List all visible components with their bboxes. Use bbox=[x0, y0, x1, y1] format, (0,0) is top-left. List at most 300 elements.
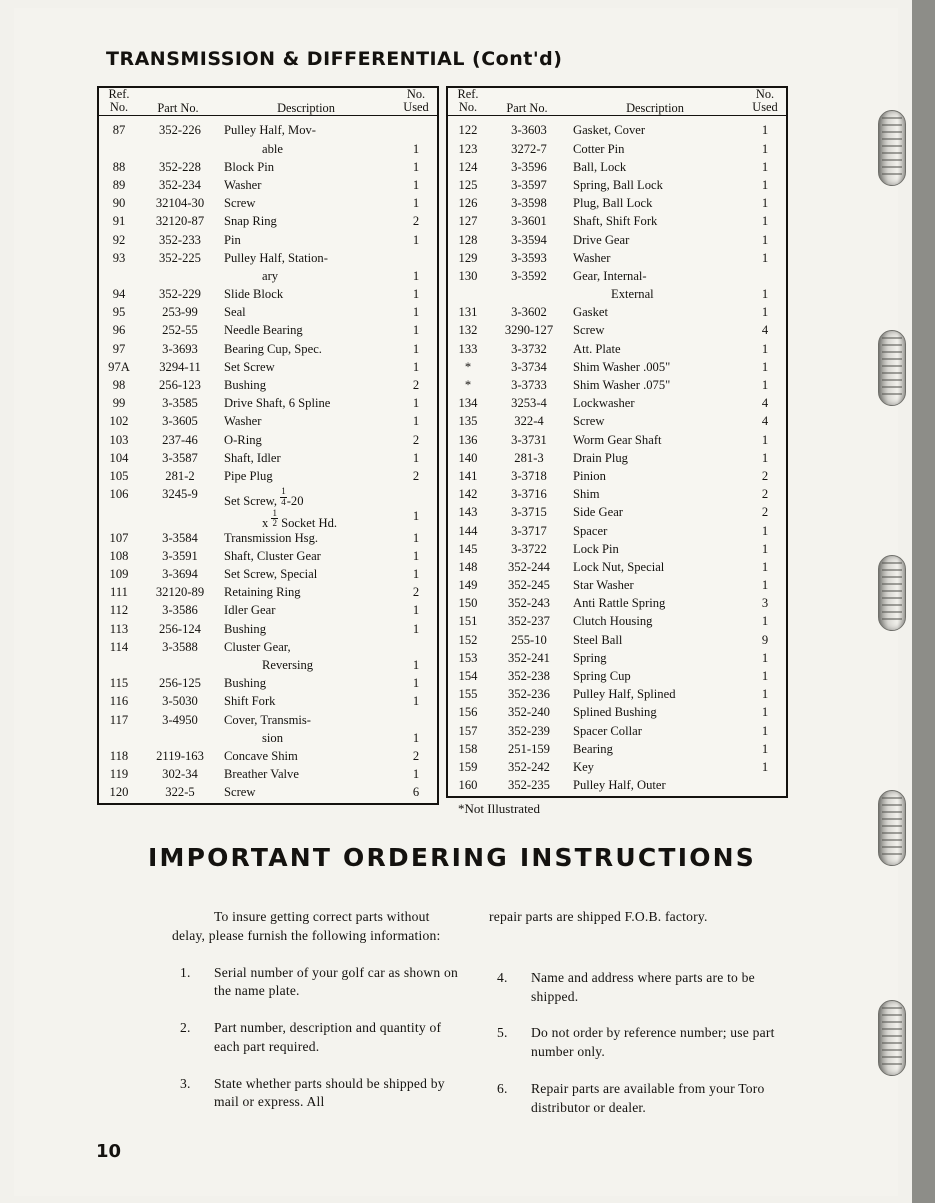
cell-part-no: 3-3603 bbox=[511, 123, 547, 138]
cell-ref-no: 97A bbox=[108, 359, 130, 374]
cell-part-no: 3272-7 bbox=[511, 141, 547, 156]
table-spacer-row bbox=[99, 116, 437, 124]
cell-description: Block Pin bbox=[224, 159, 275, 174]
cell-part-no bbox=[139, 509, 217, 531]
cell-ref-no: 96 bbox=[112, 323, 126, 338]
cell-description: Side Gear bbox=[573, 505, 624, 520]
cell-ref-no: 109 bbox=[109, 567, 129, 582]
instruction-number: 3. bbox=[180, 1075, 191, 1091]
cell-no-used: 1 bbox=[412, 359, 420, 374]
cell-ref-no: 115 bbox=[109, 676, 129, 691]
column-header-ref: Ref. No. bbox=[99, 88, 139, 116]
table-row bbox=[99, 414, 437, 432]
cell-description: Pinion bbox=[573, 468, 606, 483]
cell-no-used: 1 bbox=[761, 359, 769, 374]
cell-ref-no: 88 bbox=[112, 159, 126, 174]
table-header-row bbox=[448, 88, 786, 116]
table-row bbox=[448, 160, 786, 178]
cell-part-no: 352-237 bbox=[508, 614, 550, 629]
cell-description: Spring Cup bbox=[573, 669, 631, 684]
cell-ref-no: 113 bbox=[109, 621, 129, 636]
cell-no-used: 1 bbox=[761, 723, 769, 738]
cell-description: Retaining Ring bbox=[224, 585, 301, 600]
cell-no-used: 1 bbox=[761, 305, 769, 320]
cell-description: Pulley Half, Station- bbox=[224, 250, 328, 265]
cell-description: Washer bbox=[573, 250, 611, 265]
cell-no-used: 1 bbox=[412, 341, 420, 356]
table-row bbox=[448, 687, 786, 705]
cell-ref-no: 127 bbox=[458, 214, 478, 229]
cell-ref-no: 134 bbox=[458, 396, 478, 411]
cell-ref-no: 151 bbox=[458, 614, 478, 629]
cell-no-used bbox=[395, 640, 437, 658]
cell-ref-no: 144 bbox=[458, 523, 478, 538]
cell-description: x $\frac{1}{2}$ Socket Hd. bbox=[262, 507, 338, 531]
cell-part-no: 352-245 bbox=[508, 578, 550, 593]
cell-no-used: 1 bbox=[412, 508, 420, 523]
cell-part-no bbox=[139, 269, 217, 287]
cell-part-no: 3290-127 bbox=[504, 323, 554, 338]
cell-description: External bbox=[611, 287, 654, 302]
cell-description: Screw bbox=[573, 414, 605, 429]
table-row bbox=[99, 214, 437, 232]
cell-no-used: 1 bbox=[412, 603, 420, 618]
cell-no-used: 1 bbox=[761, 687, 769, 702]
cell-no-used: 1 bbox=[412, 196, 420, 211]
table-row bbox=[99, 767, 437, 785]
instruction-text: State whether parts should be shipped by mail or express. All bbox=[214, 1075, 445, 1110]
cell-part-no: 32120-87 bbox=[155, 214, 205, 229]
cell-no-used: 1 bbox=[412, 287, 420, 302]
cell-part-no: 3-3585 bbox=[162, 396, 198, 411]
cell-no-used: 1 bbox=[412, 232, 420, 247]
cell-no-used: 1 bbox=[761, 614, 769, 629]
cell-part-no: 32104-30 bbox=[155, 196, 205, 211]
cell-part-no: 3-3734 bbox=[511, 359, 547, 374]
cell-description: Spring bbox=[573, 650, 607, 665]
cell-description: Screw bbox=[224, 196, 256, 211]
cell-ref-no: 124 bbox=[458, 159, 478, 174]
cell-ref-no: 91 bbox=[112, 214, 126, 229]
cell-no-used: 1 bbox=[761, 287, 769, 302]
cell-description: Pulley Half, Splined bbox=[573, 687, 676, 702]
cell-no-used: 1 bbox=[761, 559, 769, 574]
instructions-intro: To insure getting correct parts without delay, please furnish the following information: bbox=[172, 909, 441, 943]
cell-part-no: 3-3733 bbox=[511, 378, 547, 393]
table-row bbox=[99, 269, 437, 287]
cell-no-used: 1 bbox=[412, 694, 420, 709]
cell-description: Drain Plug bbox=[573, 450, 628, 465]
cell-part-no: 3-3592 bbox=[511, 268, 547, 283]
cell-no-used: 1 bbox=[412, 730, 420, 745]
cell-ref-no: 116 bbox=[109, 694, 129, 709]
cell-ref-no bbox=[99, 509, 139, 531]
table-row bbox=[448, 451, 786, 469]
cell-ref-no: 117 bbox=[109, 712, 129, 727]
cell-part-no: 352-241 bbox=[508, 650, 550, 665]
table-row bbox=[448, 487, 786, 505]
cell-ref-no: 89 bbox=[112, 177, 126, 192]
cell-ref-no: 154 bbox=[458, 669, 478, 684]
cell-description: ary bbox=[262, 268, 279, 283]
cell-ref-no: 140 bbox=[458, 450, 478, 465]
parts-table-left bbox=[97, 86, 439, 805]
cell-part-no: 3-3694 bbox=[162, 567, 198, 582]
cell-ref-no: 119 bbox=[109, 767, 129, 782]
cell-ref-no: 122 bbox=[458, 123, 478, 138]
cell-part-no bbox=[139, 142, 217, 160]
cell-no-used: 1 bbox=[761, 141, 769, 156]
cell-description: Steel Ball bbox=[573, 632, 623, 647]
table-row bbox=[448, 323, 786, 341]
cell-ref-no: 135 bbox=[458, 414, 478, 429]
table-row bbox=[448, 578, 786, 596]
cell-description: Shim Washer .005" bbox=[573, 359, 671, 374]
cell-description: Shift Fork bbox=[224, 694, 276, 709]
cell-part-no: 352-239 bbox=[508, 723, 550, 738]
cell-description: Plug, Ball Lock bbox=[573, 196, 653, 211]
cell-ref-no: 123 bbox=[458, 141, 478, 156]
cell-ref-no: 128 bbox=[458, 232, 478, 247]
table-row bbox=[99, 676, 437, 694]
cell-no-used: 1 bbox=[761, 523, 769, 538]
cell-description: Pulley Half, Mov- bbox=[224, 123, 316, 138]
cell-part-no: 3-3591 bbox=[162, 548, 198, 563]
cell-part-no: 256-123 bbox=[159, 378, 201, 393]
table-row bbox=[99, 233, 437, 251]
cell-part-no: 256-125 bbox=[159, 676, 201, 691]
table-row bbox=[99, 178, 437, 196]
cell-part-no: 251-159 bbox=[508, 741, 550, 756]
table-row bbox=[99, 509, 437, 531]
table-row bbox=[99, 287, 437, 305]
cell-no-used: 1 bbox=[412, 305, 420, 320]
cell-description: Att. Plate bbox=[573, 341, 621, 356]
cell-description: Slide Block bbox=[224, 287, 284, 302]
cell-ref-no: 99 bbox=[112, 396, 126, 411]
cell-part-no: 3-5030 bbox=[162, 694, 198, 709]
cell-description: Worm Gear Shaft bbox=[573, 432, 662, 447]
cell-no-used: 1 bbox=[761, 741, 769, 756]
table-row bbox=[448, 469, 786, 487]
cell-description: Washer bbox=[224, 177, 262, 192]
table-row bbox=[448, 360, 786, 378]
cell-description: Clutch Housing bbox=[573, 614, 653, 629]
cell-description: Bushing bbox=[224, 676, 266, 691]
table-row bbox=[99, 433, 437, 451]
cell-part-no: 3-3597 bbox=[511, 177, 547, 192]
cell-no-used: 1 bbox=[412, 548, 420, 563]
cell-part-no: 281-3 bbox=[514, 450, 544, 465]
cell-description: Transmission Hsg. bbox=[224, 530, 319, 545]
cell-ref-no: * bbox=[464, 359, 472, 374]
cell-no-used: 1 bbox=[412, 621, 420, 636]
cell-no-used: 6 bbox=[412, 785, 420, 800]
page-content-area bbox=[14, 8, 898, 1196]
table-row bbox=[448, 233, 786, 251]
instructions-column-right bbox=[489, 908, 779, 1117]
table-row bbox=[448, 724, 786, 742]
table-row bbox=[448, 305, 786, 323]
cell-part-no: 3-3584 bbox=[162, 530, 198, 545]
cell-part-no: 352-225 bbox=[159, 250, 201, 265]
table-row bbox=[99, 785, 437, 803]
table-row bbox=[448, 524, 786, 542]
cell-description: Cover, Transmis- bbox=[224, 712, 311, 727]
cell-no-used: 4 bbox=[761, 323, 769, 338]
cell-part-no: 3-3596 bbox=[511, 159, 547, 174]
table-row bbox=[448, 542, 786, 560]
cell-part-no: 3-3731 bbox=[511, 432, 547, 447]
table-row bbox=[99, 342, 437, 360]
cell-description: Cotter Pin bbox=[573, 141, 625, 156]
cell-no-used: 1 bbox=[412, 657, 420, 672]
cell-description: Gasket bbox=[573, 305, 608, 320]
cell-ref-no bbox=[99, 731, 139, 749]
cell-ref-no: 93 bbox=[112, 250, 126, 265]
column-header-part-no: Part No. bbox=[139, 88, 217, 116]
cell-no-used: 2 bbox=[412, 214, 420, 229]
cell-part-no bbox=[139, 731, 217, 749]
cell-no-used: 1 bbox=[761, 541, 769, 556]
cell-ref-no: 95 bbox=[112, 305, 126, 320]
cell-part-no: 255-10 bbox=[511, 632, 547, 647]
instruction-number: 1. bbox=[180, 964, 191, 980]
instruction-text: Part number, description and quantity of each part required. bbox=[214, 1020, 442, 1054]
cell-ref-no: 155 bbox=[458, 687, 478, 702]
cell-no-used: 1 bbox=[761, 759, 769, 774]
cell-description: Screw bbox=[224, 785, 256, 800]
cell-description: Lockwasher bbox=[573, 396, 635, 411]
cell-description: Pipe Plug bbox=[224, 468, 273, 483]
cell-description: Set Screw, Special bbox=[224, 567, 318, 582]
table-row bbox=[99, 622, 437, 640]
cell-no-used: 9 bbox=[761, 632, 769, 647]
table-row bbox=[99, 585, 437, 603]
table-row bbox=[99, 396, 437, 414]
cell-part-no: 352-235 bbox=[508, 778, 550, 793]
table-row bbox=[99, 142, 437, 160]
instruction-item bbox=[489, 1024, 779, 1062]
table-row bbox=[99, 731, 437, 749]
cell-no-used: 1 bbox=[412, 450, 420, 465]
cell-description: Bushing bbox=[224, 378, 266, 393]
cell-no-used: 1 bbox=[761, 214, 769, 229]
cell-part-no: 352-234 bbox=[159, 177, 201, 192]
cell-part-no: 256-124 bbox=[159, 621, 201, 636]
cell-part-no: 3-3718 bbox=[511, 468, 547, 483]
cell-part-no: 3-3602 bbox=[511, 305, 547, 320]
cell-part-no: 252-55 bbox=[162, 323, 198, 338]
cell-ref-no: 90 bbox=[112, 196, 126, 211]
table-row bbox=[448, 269, 786, 287]
cell-ref-no: 159 bbox=[458, 759, 478, 774]
table-row bbox=[448, 396, 786, 414]
cell-no-used: 1 bbox=[761, 578, 769, 593]
cell-description: Spacer bbox=[573, 523, 608, 538]
cell-description: Reversing bbox=[262, 657, 314, 672]
cell-part-no: 352-229 bbox=[159, 287, 201, 302]
cell-part-no: 352-238 bbox=[508, 669, 550, 684]
cell-part-no: 3-3598 bbox=[511, 196, 547, 211]
cell-no-used bbox=[744, 778, 786, 796]
cell-description: able bbox=[262, 141, 283, 156]
cell-description: Anti Rattle Spring bbox=[573, 596, 666, 611]
table-row bbox=[99, 469, 437, 487]
cell-no-used: 2 bbox=[761, 487, 769, 502]
table-row bbox=[448, 433, 786, 451]
cell-part-no: 3-3722 bbox=[511, 541, 547, 556]
cell-no-used: 1 bbox=[412, 396, 420, 411]
cell-part-no: 3-3601 bbox=[511, 214, 547, 229]
instruction-text: Name and address where parts are to be shipped. bbox=[531, 969, 755, 1004]
cell-part-no bbox=[488, 287, 566, 305]
cell-no-used: 1 bbox=[412, 159, 420, 174]
cell-part-no: 2119-163 bbox=[156, 748, 204, 763]
cell-part-no: 32120-89 bbox=[155, 585, 205, 600]
cell-ref-no bbox=[448, 287, 488, 305]
cell-no-used: 1 bbox=[412, 177, 420, 192]
cell-part-no: 3245-9 bbox=[162, 487, 198, 502]
binder-holes bbox=[872, 0, 912, 1203]
cell-no-used: 2 bbox=[412, 468, 420, 483]
cell-description: Washer bbox=[224, 414, 262, 429]
table-row bbox=[99, 567, 437, 585]
table-row bbox=[99, 694, 437, 712]
cell-ref-no: 136 bbox=[458, 432, 478, 447]
cell-part-no: 352-242 bbox=[508, 759, 550, 774]
cell-description: Shaft, Shift Fork bbox=[573, 214, 658, 229]
cell-ref-no: 108 bbox=[109, 548, 129, 563]
cell-no-used: 1 bbox=[761, 196, 769, 211]
cell-no-used: 2 bbox=[761, 468, 769, 483]
table-row bbox=[448, 742, 786, 760]
table-row bbox=[99, 713, 437, 731]
cell-description: Spacer Collar bbox=[573, 723, 642, 738]
cell-part-no: 3253-4 bbox=[511, 396, 547, 411]
page-number: 10 bbox=[96, 1141, 122, 1162]
cell-no-used bbox=[395, 251, 437, 269]
cell-no-used: 1 bbox=[412, 414, 420, 429]
cell-part-no: 3-3586 bbox=[162, 603, 198, 618]
cell-ref-no: 106 bbox=[109, 487, 129, 502]
cell-ref-no: 145 bbox=[458, 541, 478, 556]
table-row bbox=[448, 760, 786, 778]
cell-ref-no: 114 bbox=[109, 639, 129, 654]
table-row bbox=[448, 142, 786, 160]
cell-ref-no: 152 bbox=[458, 632, 478, 647]
cell-description: Snap Ring bbox=[224, 214, 277, 229]
cell-ref-no: 92 bbox=[112, 232, 126, 247]
column-header-description: Description bbox=[217, 88, 395, 116]
table-row bbox=[448, 214, 786, 232]
cell-no-used: 1 bbox=[761, 705, 769, 720]
cell-no-used: 1 bbox=[412, 767, 420, 782]
cell-ref-no: 133 bbox=[458, 341, 478, 356]
cell-ref-no: 107 bbox=[109, 530, 129, 545]
table-row bbox=[99, 487, 437, 509]
cell-ref-no: 158 bbox=[458, 741, 478, 756]
cell-description: Spring, Ball Lock bbox=[573, 177, 663, 192]
cell-no-used bbox=[744, 269, 786, 287]
cell-part-no: 3-3594 bbox=[511, 232, 547, 247]
cell-no-used: 1 bbox=[761, 650, 769, 665]
cell-no-used: 1 bbox=[412, 323, 420, 338]
cell-description: Lock Pin bbox=[573, 541, 619, 556]
table-row bbox=[448, 414, 786, 432]
cell-description: Cluster Gear, bbox=[224, 639, 291, 654]
ordering-instructions-title: IMPORTANT ORDERING INSTRUCTIONS bbox=[148, 843, 756, 872]
table-row bbox=[448, 178, 786, 196]
cell-part-no bbox=[139, 658, 217, 676]
cell-no-used: 1 bbox=[761, 450, 769, 465]
cell-part-no: 352-244 bbox=[508, 559, 550, 574]
cell-part-no: 281-2 bbox=[165, 468, 195, 483]
cell-description: Shaft, Idler bbox=[224, 450, 281, 465]
instructions-continued: repair parts are shipped F.O.B. factory. bbox=[489, 909, 708, 924]
cell-part-no: 237-46 bbox=[162, 432, 198, 447]
table-row bbox=[448, 669, 786, 687]
instruction-item bbox=[172, 964, 462, 1002]
table-row bbox=[99, 549, 437, 567]
cell-ref-no bbox=[99, 658, 139, 676]
cell-description: Shaft, Cluster Gear bbox=[224, 548, 321, 563]
cell-description: Gear, Internal- bbox=[573, 268, 647, 283]
cell-part-no: 302-34 bbox=[162, 767, 198, 782]
table-row bbox=[99, 531, 437, 549]
cell-part-no: 253-99 bbox=[162, 305, 198, 320]
cell-part-no: 3-4950 bbox=[162, 712, 198, 727]
cell-description: Shim bbox=[573, 487, 600, 502]
instructions-column-left bbox=[172, 908, 462, 1112]
cell-ref-no: 156 bbox=[458, 705, 478, 720]
instruction-item bbox=[489, 969, 779, 1007]
cell-description: Idler Gear bbox=[224, 603, 276, 618]
cell-description: Lock Nut, Special bbox=[573, 559, 665, 574]
instruction-number: 4. bbox=[497, 969, 508, 985]
cell-description: Shim Washer .075" bbox=[573, 378, 671, 393]
instruction-text: Repair parts are available from your Toro distributor or dealer. bbox=[531, 1080, 765, 1115]
table-row bbox=[99, 749, 437, 767]
cell-ref-no: 103 bbox=[109, 432, 129, 447]
cell-no-used: 1 bbox=[412, 567, 420, 582]
cell-no-used: 1 bbox=[412, 268, 420, 283]
cell-description: Screw bbox=[573, 323, 605, 338]
cell-description: Drive Shaft, 6 Spline bbox=[224, 396, 331, 411]
table-row bbox=[99, 603, 437, 621]
cell-ref-no: 126 bbox=[458, 196, 478, 211]
column-header-no-used: No. Used bbox=[744, 88, 786, 116]
cell-no-used: 1 bbox=[761, 177, 769, 192]
cell-no-used bbox=[395, 487, 437, 509]
table-header-row bbox=[99, 88, 437, 116]
table-row bbox=[99, 123, 437, 141]
cell-no-used: 2 bbox=[412, 585, 420, 600]
cell-no-used: 1 bbox=[412, 676, 420, 691]
cell-ref-no: 125 bbox=[458, 177, 478, 192]
cell-ref-no: 97 bbox=[112, 341, 126, 356]
table-row bbox=[448, 596, 786, 614]
table-row bbox=[99, 305, 437, 323]
instruction-item bbox=[489, 1080, 779, 1118]
cell-description: Star Washer bbox=[573, 578, 634, 593]
cell-part-no: 352-233 bbox=[159, 232, 201, 247]
cell-description: Set Screw bbox=[224, 359, 275, 374]
table-row bbox=[99, 323, 437, 341]
instruction-number: 5. bbox=[497, 1025, 508, 1041]
cell-part-no: 3294-11 bbox=[159, 359, 201, 374]
cell-description: Pulley Half, Outer bbox=[573, 778, 666, 793]
